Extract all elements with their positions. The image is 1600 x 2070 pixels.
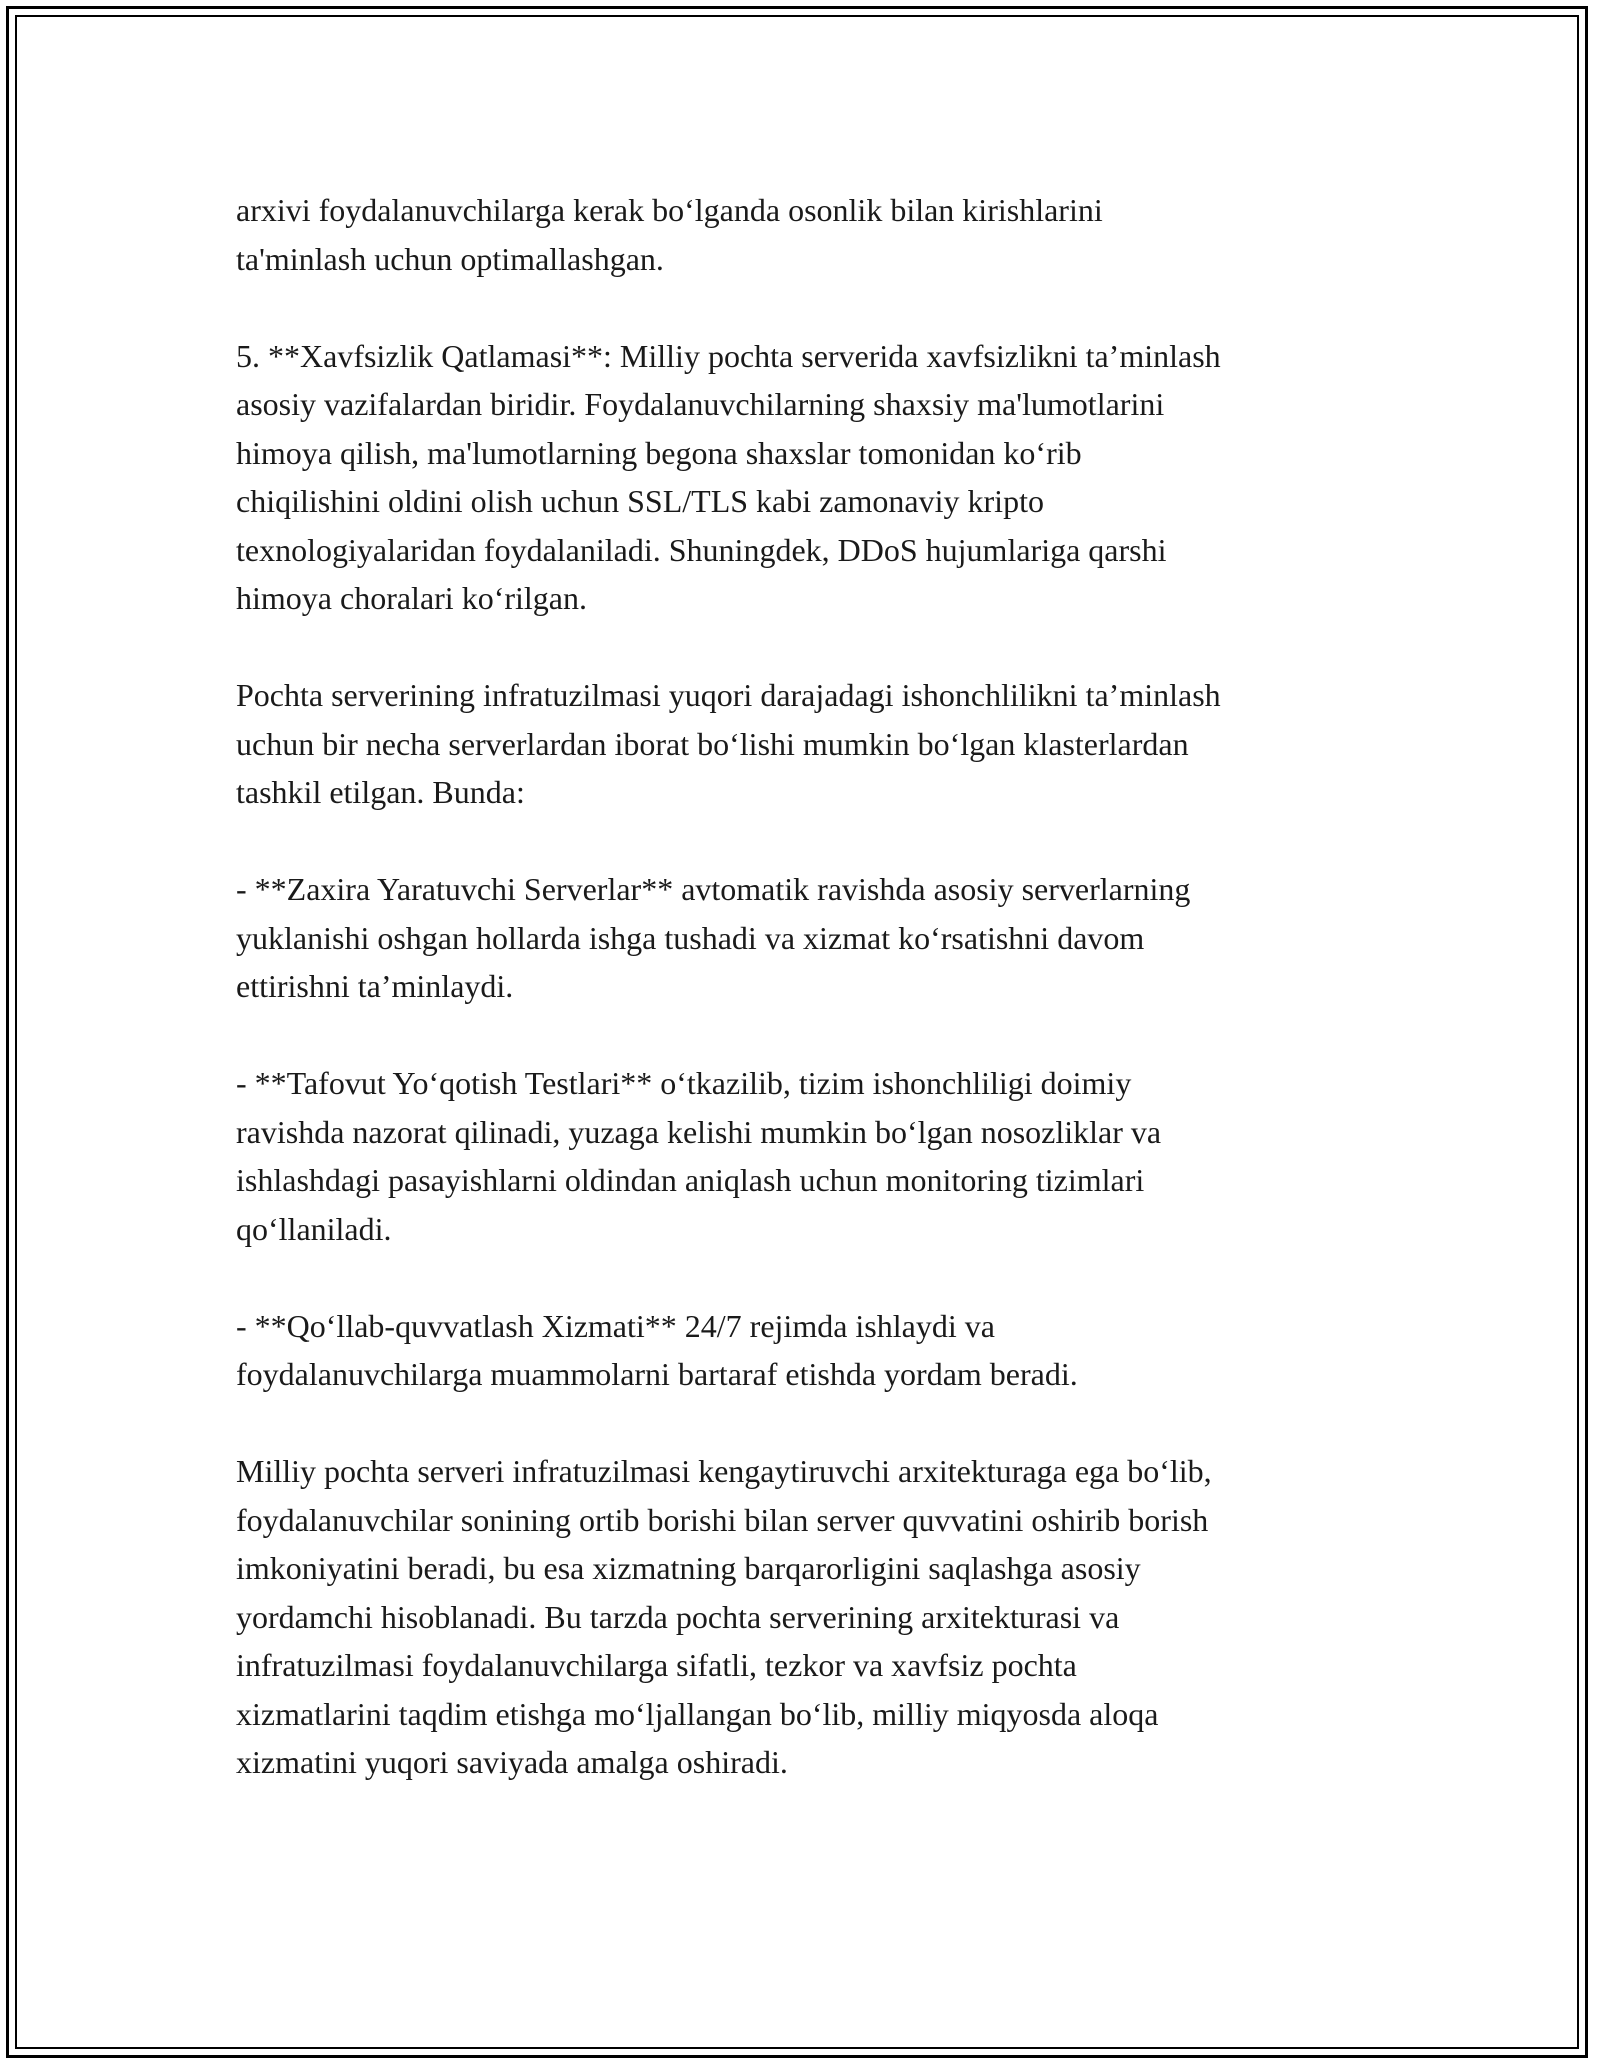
text-line: foydalanuvchilarga muammolarni bartaraf etishda yordam beradi. <box>236 1356 1078 1392</box>
text-line: qo‘llaniladi. <box>236 1210 392 1247</box>
paragraph-infrastructure-intro <box>236 671 1396 817</box>
text-line: xizmatlarini taqdim etishga mo‘ljallangan bo‘lib, milliy miqyosda aloqa <box>236 1695 1159 1732</box>
paragraph-security-layer <box>236 332 1396 623</box>
text-line: himoya qilish, ma'lumotlarning begona shaxslar tomonidan ko‘rib <box>236 434 1082 471</box>
text-line: ishlashdagi pasayishlarni oldindan aniqlash uchun monitoring tizimlari <box>236 1162 1145 1198</box>
text-line: Pochta serverining infratuzilmasi yuqori darajadagi ishonchlilikni ta’minlash <box>236 677 1221 713</box>
text-line: arxivi foydalanuvchilarga kerak bo‘lganda osonlik bilan kirishlarini <box>236 192 1103 228</box>
text-line: infratuzilmasi foydalanuvchilarga sifatli, tezkor va xavfsiz pochta <box>236 1647 1077 1683</box>
list-item-support-service <box>236 1302 1396 1399</box>
text-line: ravishda nazorat qilinadi, yuzaga kelishi mumkin bo‘lgan nosozliklar va <box>236 1113 1162 1150</box>
document-body <box>236 186 1396 1787</box>
text-line: chiqilishini oldini olish uchun SSL/TLS kabi zamonaviy kripto <box>236 483 1044 519</box>
text-line: asosiy vazifalardan biridir. Foydalanuvchilarning shaxsiy ma'lumotlarini <box>236 386 1165 422</box>
text-line: foydalanuvchilar sonining ortib borishi bilan server quvvatini oshirib borish <box>236 1501 1209 1538</box>
text-line: 5. **Xavfsizlik Qatlamasi**: Milliy pochta serverida xavfsizlikni ta’minlash <box>236 337 1221 374</box>
text-line: ta'minlash uchun optimallashgan. <box>236 240 664 277</box>
text-line: Milliy pochta serveri infratuzilmasi kengaytiruvchi arxitekturaga ega bo‘lib, <box>236 1453 1212 1489</box>
list-item-failure-tests <box>236 1059 1396 1253</box>
text-line: - **Qo‘llab-quvvatlash Xizmati** 24/7 rejimda ishlaydi va <box>236 1307 995 1344</box>
text-line: yuklanishi oshgan hollarda ishga tushadi va xizmat ko‘rsatishni davom <box>236 919 1145 956</box>
text-line: texnologiyalaridan foydalaniladi. Shuningdek, DDoS hujumlariga qarshi <box>236 531 1167 568</box>
text-line: ettirishni ta’minlaydi. <box>236 968 514 1004</box>
list-item-backup-servers <box>236 865 1396 1011</box>
text-line: xizmatini yuqori saviyada amalga oshiradi. <box>236 1744 788 1780</box>
text-line: imkoniyatini beradi, bu esa xizmatning barqarorligini saqlashga asosiy <box>236 1550 1141 1586</box>
text-line: - **Tafovut Yo‘qotish Testlari** o‘tkazilib, tizim ishonchliligi doimiy <box>236 1065 1132 1101</box>
text-line: yordamchi hisoblanadi. Bu tarzda pochta serverining arxitekturasi va <box>236 1598 1120 1635</box>
paragraph-archive-continuation <box>236 186 1396 283</box>
text-line: - **Zaxira Yaratuvchi Serverlar** avtomatik ravishda asosiy serverlarning <box>236 871 1191 907</box>
paragraph-conclusion <box>236 1447 1396 1787</box>
text-line: tashkil etilgan. Bunda: <box>236 774 525 810</box>
text-line: himoya choralari ko‘rilgan. <box>236 580 587 616</box>
text-line: uchun bir necha serverlardan iborat bo‘lishi mumkin bo‘lgan klasterlardan <box>236 725 1189 762</box>
